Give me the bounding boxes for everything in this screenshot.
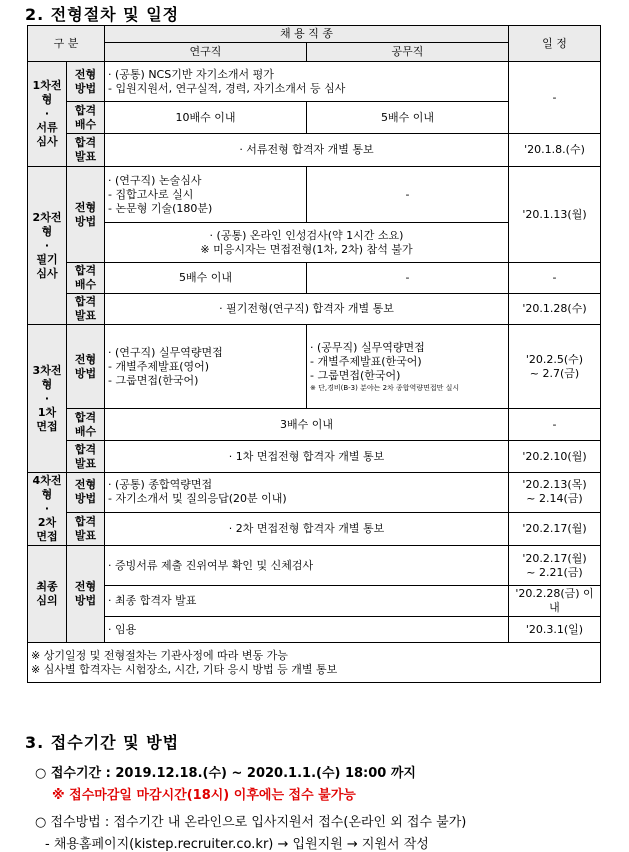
- label-multiple: 합격 배수: [67, 263, 105, 294]
- application-method: ○ 접수방법 : 접수기간 내 온라인으로 입사지원서 접수(온라인 외 접수 불가): [35, 815, 467, 830]
- label-announce: 합격 발표: [67, 441, 105, 473]
- header-schedule: 일 정: [509, 26, 601, 62]
- s3-announce-date: '20.2.10(월): [509, 441, 601, 473]
- stage-4-label: 4차전형 · 2차 면접: [28, 473, 67, 546]
- header-research: 연구직: [105, 43, 307, 62]
- note-2: ※ 심사별 합격자는 시험장소, 시간, 기타 응시 방법 등 개별 통보: [31, 662, 338, 676]
- section-3-title: 3. 접수기간 및 방법: [25, 733, 180, 752]
- stage-2-label: 2차전형 · 필기 심사: [28, 167, 67, 325]
- label-method: 전형 방법: [67, 62, 105, 102]
- s1-announce-date: '20.1.8.(수): [509, 134, 601, 167]
- label-multiple: 합격 배수: [67, 409, 105, 441]
- s4-announce-date: '20.2.17(월): [509, 512, 601, 545]
- s5-appointment: · 임용: [105, 617, 509, 643]
- s3-method-date: '20.2.5(수) ~ 2.7(금): [509, 325, 601, 409]
- label-method: 전형 방법: [67, 546, 105, 643]
- s3-mult-date: -: [509, 409, 601, 441]
- s2-method-public: -: [307, 167, 509, 223]
- s4-method-date: '20.2.13(목) ~ 2.14(금): [509, 473, 601, 513]
- note-1: ※ 상기일정 및 전형절차는 기관사정에 따라 변동 가능: [31, 648, 288, 662]
- s2-method-research: · (연구직) 논술심사 - 집합고사로 실시 - 논문형 기술(180분): [105, 167, 307, 223]
- label-announce: 합격 발표: [67, 134, 105, 167]
- schedule-table: [27, 25, 601, 683]
- application-period: ○ 접수기간 : 2019.12.18.(수) ~ 2020.1.1.(수) 18:00 까지: [35, 766, 416, 781]
- s5-appointment-date: '20.3.1(일): [509, 617, 601, 643]
- s1-method: · (공통) NCS기반 자기소개서 평가 - 입원지원서, 연구실적, 경력, 자기소개서 등 심사: [105, 62, 509, 102]
- s2-method-common: · (공통) 온라인 인성검사(약 1시간 소요) ※ 미응시자는 면접전형(1차, 2차) 참석 불가: [105, 223, 509, 263]
- notes: [28, 643, 601, 683]
- s2-mult-research: 5배수 이내: [105, 263, 307, 294]
- s2-announce: · 필기전형(연구직) 합격자 개별 통보: [105, 294, 509, 325]
- s2-mult-date: -: [509, 263, 601, 294]
- section-2-title: 2. 전형절차 및 일정: [25, 5, 180, 24]
- label-method: 전형 방법: [67, 167, 105, 263]
- stage-1-label: 1차전형 · 서류 심사: [28, 62, 67, 167]
- label-multiple: 합격 배수: [67, 102, 105, 134]
- s3-public-note: ※ 단,경비(B-3) 분야는 2차 종합역량면접만 실시: [310, 383, 460, 392]
- label-method: 전형 방법: [67, 473, 105, 513]
- s3-mult: 3배수 이내: [105, 409, 509, 441]
- s1-mult-research: 10배수 이내: [105, 102, 307, 134]
- stage-3-label: 3차전형 · 1차 면접: [28, 325, 67, 473]
- s2-method-date: '20.1.13(월): [509, 167, 601, 263]
- s5-verification: · 증빙서류 제출 진위여부 확인 및 신체검사: [105, 546, 509, 586]
- label-announce: 합격 발표: [67, 512, 105, 545]
- s1-announce: · 서류전형 합격자 개별 통보: [105, 134, 509, 167]
- s2-mult-public: -: [307, 263, 509, 294]
- header-gubun: 구 분: [28, 26, 105, 62]
- s4-method: · (공통) 종합역량면접 - 자기소개서 및 질의응답(20분 이내): [105, 473, 509, 513]
- s1-mult-public: 5배수 이내: [307, 102, 509, 134]
- s4-announce: · 2차 면접전형 합격자 개별 통보: [105, 512, 509, 545]
- s5-final-announce-date: '20.2.28(금) 이내: [509, 586, 601, 617]
- s5-verification-date: '20.2.17(월) ~ 2.21(금): [509, 546, 601, 586]
- application-method-detail: - 채용홈페이지(kistep.recruiter.co.kr) → 입원지원 → 지원서 작성: [45, 837, 429, 852]
- s3-method-research: · (연구직) 실무역량면접 - 개별주제발표(영어) - 그룹면접(한국어): [105, 325, 307, 409]
- s3-method-public: · (공무직) 실무역량면접 - 개별주제발표(한국어) - 그룹면접(한국어) ※ 단,경비(B-3) 분야는 2차 종합역량면접만 실시: [307, 325, 509, 409]
- stage-5-label: 최종 심의: [28, 546, 67, 643]
- header-public: 공무직: [307, 43, 509, 62]
- s3-announce: · 1차 면접전형 합격자 개별 통보: [105, 441, 509, 473]
- s2-announce-date: '20.1.28(수): [509, 294, 601, 325]
- label-announce: 합격 발표: [67, 294, 105, 325]
- s1-method-date: -: [509, 62, 601, 134]
- header-job-type: 채 용 직 종: [105, 26, 509, 43]
- deadline-warning: ※ 접수마감일 마감시간(18시) 이후에는 접수 불가능: [52, 788, 356, 803]
- label-method: 전형 방법: [67, 325, 105, 409]
- s5-final-announce: · 최종 합격자 발표: [105, 586, 509, 617]
